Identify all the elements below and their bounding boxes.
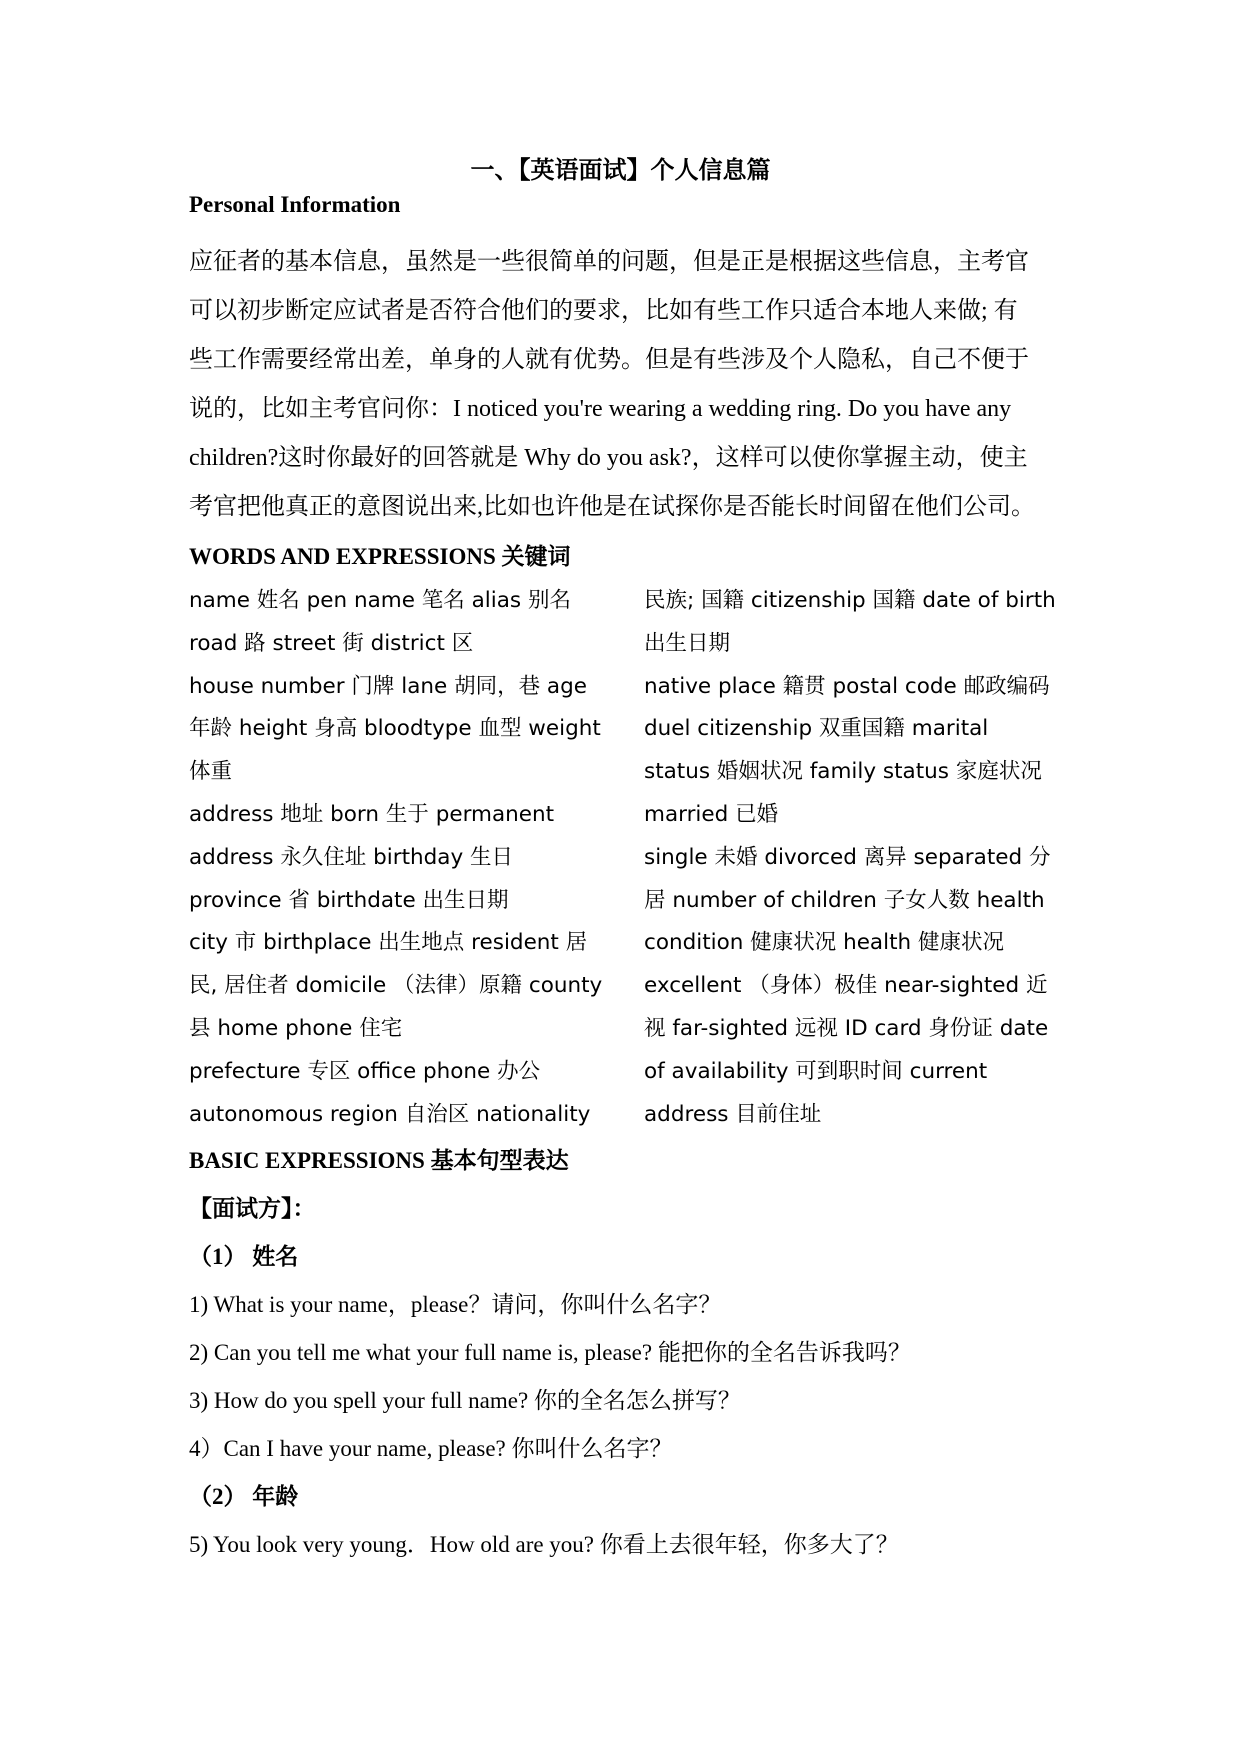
word-line: province 省 birthdate 出生日期 xyxy=(189,887,509,913)
word-line: address 目前住址 xyxy=(644,1101,822,1127)
word-line: address 永久住址 birthday 生日 xyxy=(189,844,514,870)
question-line: 5) You look very young．How old are you? 你看上去很年轻，你多大了？ xyxy=(189,1532,899,1557)
word-line: 体重 xyxy=(189,759,233,785)
word-line: single 未婚 divorced 离异 separated 分 xyxy=(644,844,1051,870)
word-line: name 姓名 pen name 笔名 alias 别名 xyxy=(189,588,571,613)
section-heading-age: （2） 年龄 xyxy=(189,1484,299,1509)
word-line: 民, 居住者 domicile （法律）原籍 county xyxy=(189,973,603,999)
word-line: native place 籍贯 postal code 邮政编码 xyxy=(644,673,1050,699)
word-line: house number 门牌 lane 胡同，巷 age xyxy=(189,673,587,699)
word-line: prefecture 专区 office phone 办公 xyxy=(189,1058,541,1084)
words-column-right xyxy=(644,580,1069,1136)
interviewer-label: 【面试方】： xyxy=(189,1196,316,1221)
question-line: 4）Can I have your name, please? 你叫什么名字？ xyxy=(189,1436,673,1461)
word-line: 出生日期 xyxy=(644,630,731,656)
section-heading-name: （1） 姓名 xyxy=(189,1244,299,1269)
word-line: autonomous region 自治区 nationality xyxy=(189,1101,591,1127)
question-line: 1) What is your name，please？请问，你叫什么名字？ xyxy=(189,1292,722,1317)
word-line: road 路 street 街 district 区 xyxy=(189,630,474,656)
word-line: condition 健康状况 health 健康状况 xyxy=(644,930,1004,956)
intro-line: children?这时你最好的回答就是 Why do you ask?，这样可以使你掌握主动，使主 xyxy=(189,445,1028,471)
word-line: married 已婚 xyxy=(644,801,779,827)
question-line: 3) How do you spell your full name? 你的全名怎么拼写？ xyxy=(189,1388,741,1413)
intro-paragraph xyxy=(189,238,1069,532)
word-line: 视 far-sighted 远视 ID card 身份证 date xyxy=(644,1015,1049,1041)
subtitle: Personal Information xyxy=(189,192,401,217)
question-line: 2) Can you tell me what your full name is, please? 能把你的全名告诉我吗？ xyxy=(189,1340,911,1365)
word-line: excellent （身体）极佳 near-sighted 近 xyxy=(644,973,1048,999)
word-line: address 地址 born 生于 permanent xyxy=(189,801,555,827)
intro-line: 考官把他真正的意图说出来,比如也许他是在试探你是否能长时间留在他们公司。 xyxy=(189,494,1035,520)
word-line: of availability 可到职时间 current xyxy=(644,1058,988,1084)
basic-expressions-heading: BASIC EXPRESSIONS 基本句型表达 xyxy=(189,1148,569,1173)
page-title: 一、【英语面试】个人信息篇 xyxy=(470,158,771,184)
intro-line: 可以初步断定应试者是否符合他们的要求，比如有些工作只适合本地人来做; 有 xyxy=(189,298,1018,324)
word-line: city 市 birthplace 出生地点 resident 居 xyxy=(189,930,588,956)
word-line: duel citizenship 双重国籍 marital xyxy=(644,716,989,742)
word-line: 县 home phone 住宅 xyxy=(189,1015,403,1041)
word-line: 民族; 国籍 citizenship 国籍 date of birth xyxy=(644,588,1056,613)
words-heading: WORDS AND EXPRESSIONS 关键词 xyxy=(189,544,571,569)
word-line: 年龄 height 身高 bloodtype 血型 weight xyxy=(189,716,601,742)
intro-line: 应征者的基本信息，虽然是一些很简单的问题，但是正是根据这些信息，主考官 xyxy=(189,249,1029,275)
intro-line: 说的，比如主考官问你：I noticed you're wearing a wedding ring. Do you have any xyxy=(189,396,1012,422)
word-line: status 婚姻状况 family status 家庭状况 xyxy=(644,759,1042,785)
words-column-left xyxy=(189,580,614,1136)
word-line: 居 number of children 子女人数 health xyxy=(644,887,1045,913)
intro-line: 些工作需要经常出差，单身的人就有优势。但是有些涉及个人隐私，自己不便于 xyxy=(189,347,1029,373)
